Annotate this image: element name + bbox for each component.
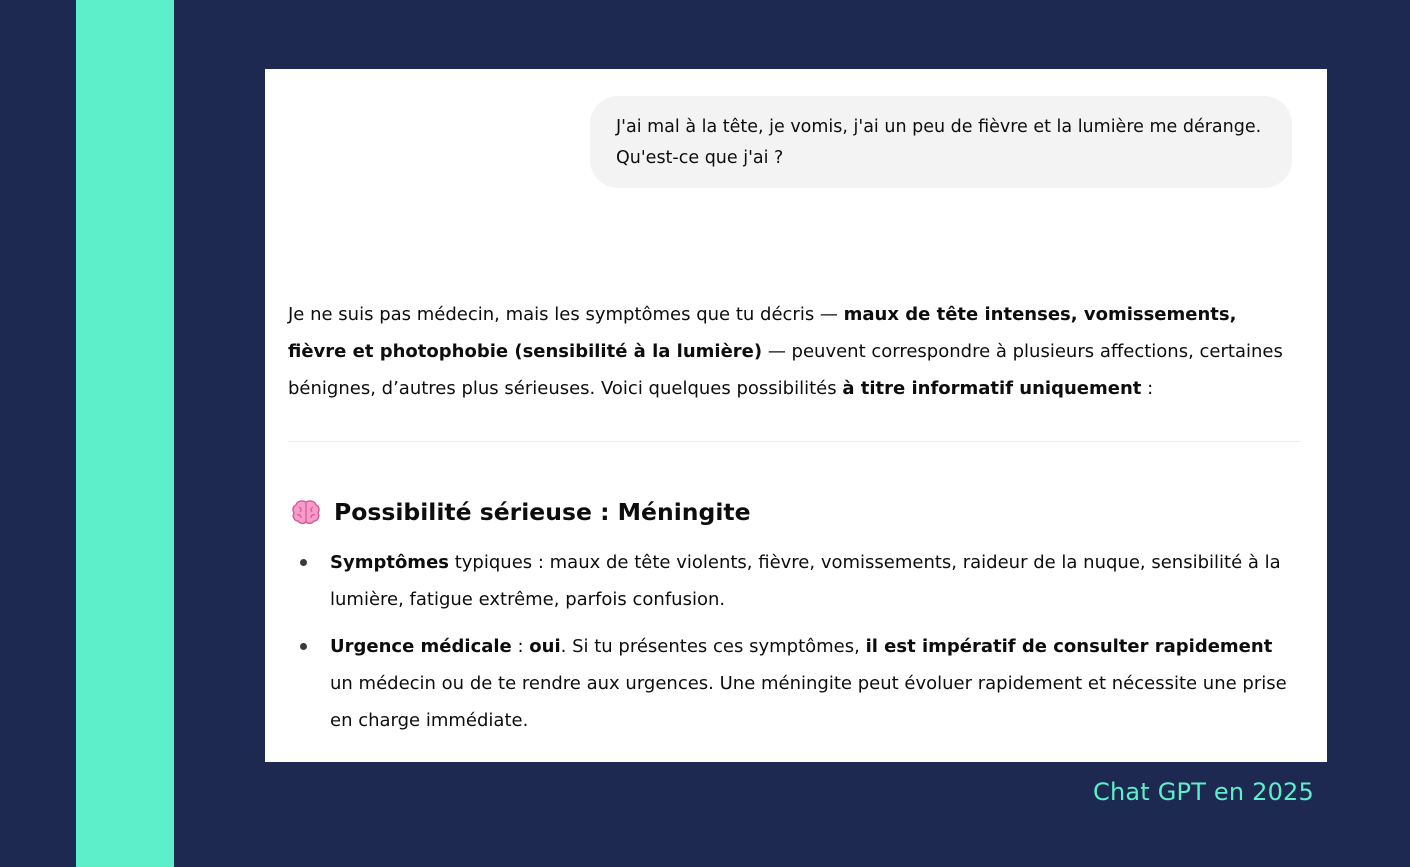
section-heading [288, 496, 1300, 528]
brain-icon [290, 496, 322, 528]
user-message-bubble [590, 96, 1292, 188]
bullet-marker [300, 643, 307, 650]
bullet-list [288, 544, 1300, 739]
assistant-intro [288, 296, 1300, 407]
bullet-item-symptoms [288, 544, 1300, 618]
bullet-item-urgency [288, 628, 1300, 739]
section-title: Possibilité sérieuse : Méningite [334, 498, 751, 526]
intro-bold-disclaimer: à titre informatif uniquement [842, 378, 1142, 399]
intro-bold-symptoms: maux de tête intenses, vomissements, fièvre et photophobie (sensibilité à la lumière) [288, 304, 1237, 362]
divider [288, 441, 1300, 442]
bullet-marker [300, 559, 307, 566]
caption: Chat GPT en 2025 [1093, 778, 1314, 806]
bullet-text: un médecin ou de te rendre aux urgences. Une méningite peut évoluer rapidement et nécessite une prise en charge immédiate. [330, 673, 1287, 731]
user-message-text: J'ai mal à la tête, je vomis, j'ai un peu de fièvre et la lumière me dérange. Qu'est-ce que j'ai ? [616, 117, 1262, 168]
intro-text-2: — peuvent correspondre à plusieurs affections, certaines bénignes, d’autres plus sérieuses. Voici quelques possibilités [288, 341, 1283, 399]
intro-text-1: Je ne suis pas médecin, mais les symptômes que tu décris — [288, 304, 844, 325]
bullet-bold-label: Urgence médicale [330, 636, 512, 657]
bullet-text: typiques : maux de tête violents, fièvre, vomissements, raideur de la nuque, sensibilité à la lumière, fatigue extrême, parfois confusion. [330, 552, 1281, 610]
bullet-bold-label: Symptômes [330, 552, 449, 573]
bullet-text: : [511, 636, 530, 657]
bullet-text: . Si tu présentes ces symptômes, [560, 636, 866, 657]
assistant-message [288, 296, 1300, 749]
intro-text-3: : [1141, 378, 1154, 399]
bullet-bold-answer: oui [529, 636, 561, 657]
accent-bar [76, 0, 174, 867]
chat-panel [265, 69, 1327, 762]
bullet-bold-warning: il est impératif de consulter rapidement [865, 636, 1273, 657]
